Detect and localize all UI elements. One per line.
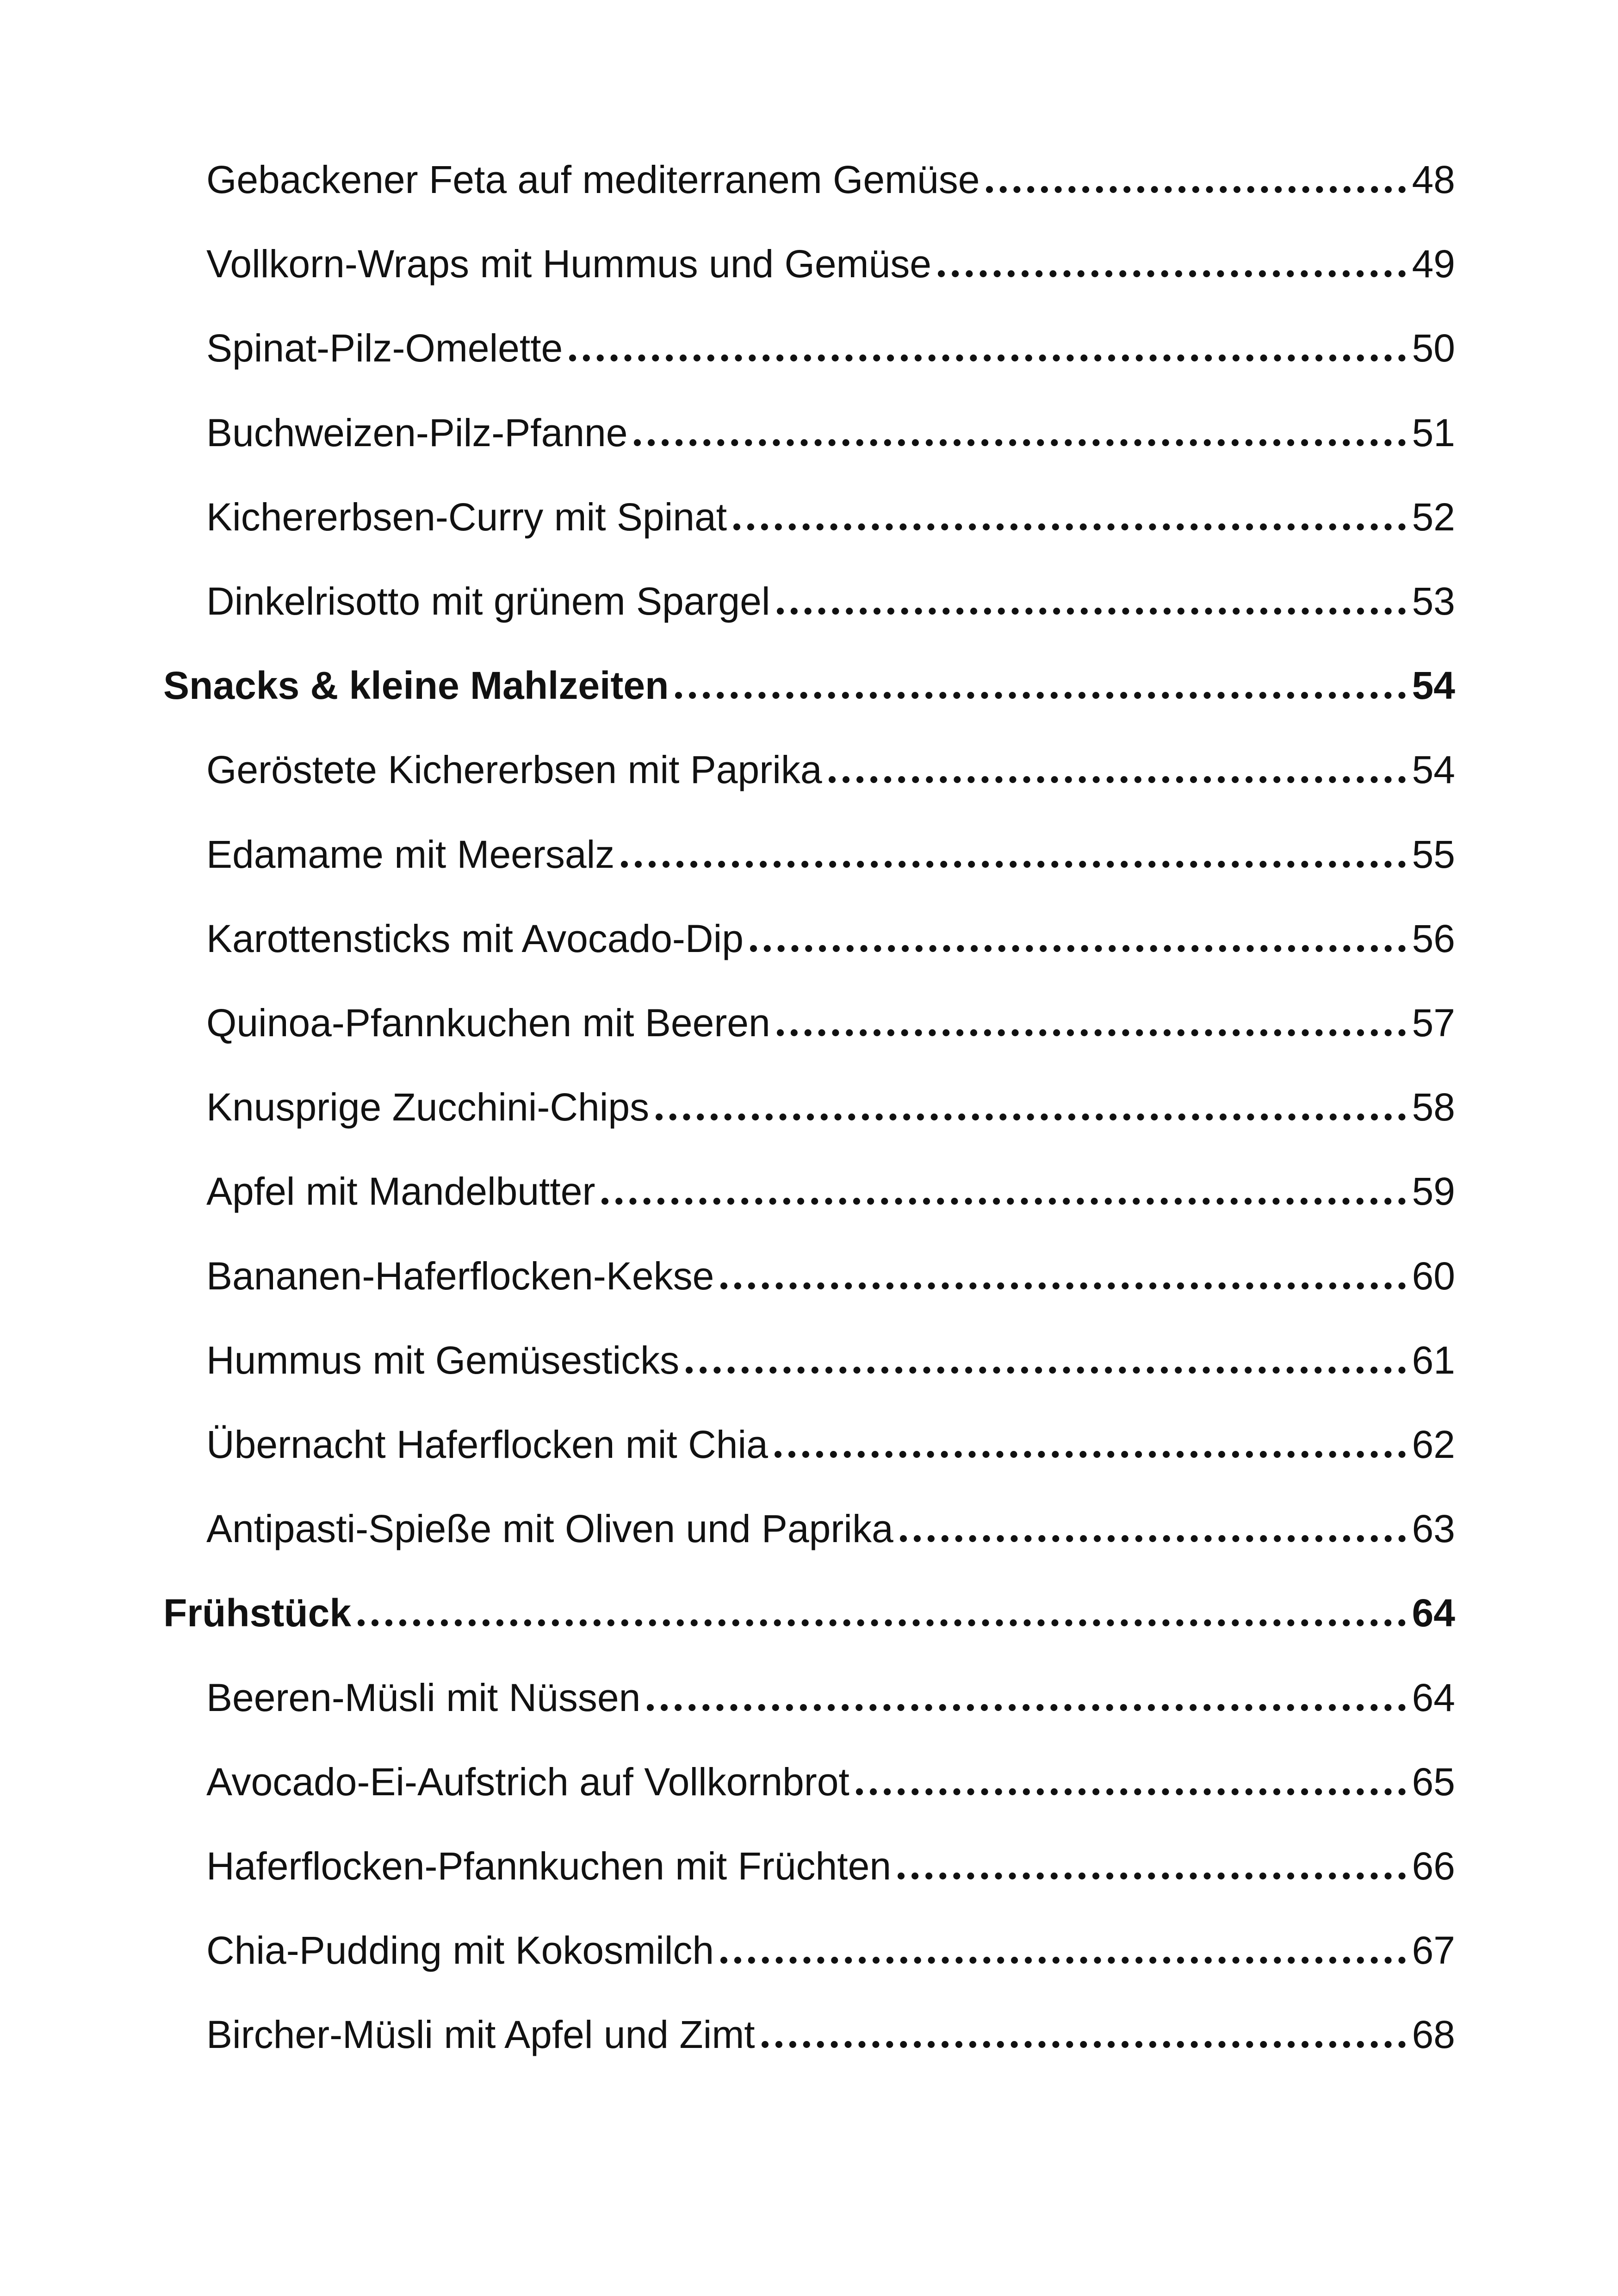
dot-leader xyxy=(750,945,1406,952)
toc-entry-page-number: 63 xyxy=(1412,1507,1455,1551)
toc-entry-title: Buchweizen-Pilz-Pfanne xyxy=(206,411,628,455)
toc-entry-title: Geröstete Kichererbsen mit Paprika xyxy=(206,748,822,792)
dot-leader xyxy=(900,1535,1406,1542)
dot-leader xyxy=(675,692,1405,699)
dot-leader xyxy=(762,2041,1406,2048)
toc-entry[interactable] xyxy=(206,479,1455,541)
toc-entry-title: Vollkorn-Wraps mit Hummus und Gemüse xyxy=(206,242,931,286)
dot-leader xyxy=(720,1282,1405,1289)
toc-entry-page-number: 57 xyxy=(1412,1001,1455,1045)
toc-entry[interactable] xyxy=(206,311,1455,372)
dot-leader xyxy=(621,861,1405,868)
toc-entry-page-number: 65 xyxy=(1412,1760,1455,1804)
toc-entry-page-number: 60 xyxy=(1412,1254,1455,1298)
toc-entry[interactable] xyxy=(206,985,1455,1046)
toc-entry-title: Bananen-Haferflocken-Kekse xyxy=(206,1254,714,1298)
toc-entry[interactable] xyxy=(206,1238,1455,1300)
toc-entry-title: Kichererbsen-Curry mit Spinat xyxy=(206,495,727,539)
toc-section-entry[interactable] xyxy=(163,1575,1455,1636)
toc-entry-title: Quinoa-Pfannkuchen mit Beeren xyxy=(206,1001,770,1045)
toc-entry[interactable] xyxy=(206,1660,1455,1721)
toc-entry[interactable] xyxy=(206,1997,1455,2058)
toc-entry-page-number: 67 xyxy=(1412,1929,1455,1972)
dot-leader xyxy=(986,186,1405,193)
dot-leader xyxy=(775,1451,1406,1458)
toc-entry-page-number: 59 xyxy=(1412,1170,1455,1213)
toc-entry-page-number: 55 xyxy=(1412,833,1455,877)
toc-entry-title: Haferflocken-Pfannkuchen mit Früchten xyxy=(206,1844,892,1888)
dot-leader xyxy=(569,355,1405,361)
toc-entry[interactable] xyxy=(206,1491,1455,1552)
dot-leader xyxy=(777,608,1406,615)
toc-entry[interactable] xyxy=(206,395,1455,456)
toc-entry[interactable] xyxy=(206,1913,1455,1974)
toc-entry[interactable] xyxy=(206,226,1455,287)
toc-entry[interactable] xyxy=(206,1744,1455,1805)
toc-entry-title: Knusprige Zucchini-Chips xyxy=(206,1085,650,1129)
toc-entry-page-number: 50 xyxy=(1412,326,1455,370)
dot-leader xyxy=(829,776,1406,783)
dot-leader xyxy=(601,1198,1405,1205)
dot-leader xyxy=(777,1029,1406,1036)
toc-entry[interactable] xyxy=(206,1407,1455,1468)
toc-entry[interactable] xyxy=(206,1829,1455,1890)
toc-entry-title: Edamame mit Meersalz xyxy=(206,833,615,877)
toc-entry-title: Dinkelrisotto mit grünem Spargel xyxy=(206,579,770,623)
toc-entry-title: Chia-Pudding mit Kokosmilch xyxy=(206,1929,714,1972)
toc-entry-page-number: 56 xyxy=(1412,917,1455,961)
toc-entry[interactable] xyxy=(206,564,1455,625)
toc-entry-title: Bircher-Müsli mit Apfel und Zimt xyxy=(206,2013,755,2057)
toc-entry-title: Spinat-Pilz-Omelette xyxy=(206,326,563,370)
dot-leader xyxy=(898,1873,1406,1879)
toc-entry-title: Avocado-Ei-Aufstrich auf Vollkornbrot xyxy=(206,1760,849,1804)
dot-leader xyxy=(686,1367,1405,1374)
toc-entry-page-number: 53 xyxy=(1412,579,1455,623)
toc-entry-page-number: 61 xyxy=(1412,1338,1455,1382)
toc-entry-title: Hummus mit Gemüsesticks xyxy=(206,1338,680,1382)
toc-entry-page-number: 62 xyxy=(1412,1423,1455,1467)
dot-leader xyxy=(720,1957,1405,1964)
toc-entry[interactable] xyxy=(206,142,1455,203)
dot-leader xyxy=(358,1619,1406,1626)
toc-entry-title: Snacks & kleine Mahlzeiten xyxy=(163,664,669,708)
toc-entry-page-number: 49 xyxy=(1412,242,1455,286)
toc-entry-page-number: 54 xyxy=(1412,664,1455,708)
toc-entry-title: Antipasti-Spieße mit Oliven und Paprika xyxy=(206,1507,893,1551)
toc-entry-page-number: 51 xyxy=(1412,411,1455,455)
toc-entry-page-number: 54 xyxy=(1412,748,1455,792)
toc-entry[interactable] xyxy=(206,1154,1455,1215)
toc-entry-title: Frühstück xyxy=(163,1591,352,1635)
dot-leader xyxy=(733,523,1406,530)
toc-entry-title: Übernacht Haferflocken mit Chia xyxy=(206,1423,768,1467)
dot-leader xyxy=(647,1704,1405,1711)
toc-entry-page-number: 52 xyxy=(1412,495,1455,539)
dot-leader xyxy=(656,1114,1405,1120)
toc-entry-title: Apfel mit Mandelbutter xyxy=(206,1170,595,1213)
toc-section-entry[interactable] xyxy=(163,648,1455,709)
toc-entry-page-number: 58 xyxy=(1412,1085,1455,1129)
toc-entry-title: Beeren-Müsli mit Nüssen xyxy=(206,1676,641,1720)
toc-entry-page-number: 64 xyxy=(1412,1591,1455,1635)
toc-entry-title: Gebackener Feta auf mediterranem Gemüse xyxy=(206,158,980,202)
toc-entry[interactable] xyxy=(206,901,1455,962)
toc-entry[interactable] xyxy=(206,1070,1455,1131)
toc-entry-page-number: 48 xyxy=(1412,158,1455,202)
toc-entry-page-number: 68 xyxy=(1412,2013,1455,2057)
toc-entry[interactable] xyxy=(206,1323,1455,1384)
toc-entry-page-number: 66 xyxy=(1412,1844,1455,1888)
toc-entry[interactable] xyxy=(206,817,1455,878)
dot-leader xyxy=(938,270,1406,277)
dot-leader xyxy=(856,1788,1406,1795)
toc-entry[interactable] xyxy=(206,732,1455,793)
toc-entry-page-number: 64 xyxy=(1412,1676,1455,1720)
dot-leader xyxy=(634,439,1405,446)
toc-entry-title: Karottensticks mit Avocado-Dip xyxy=(206,917,744,961)
